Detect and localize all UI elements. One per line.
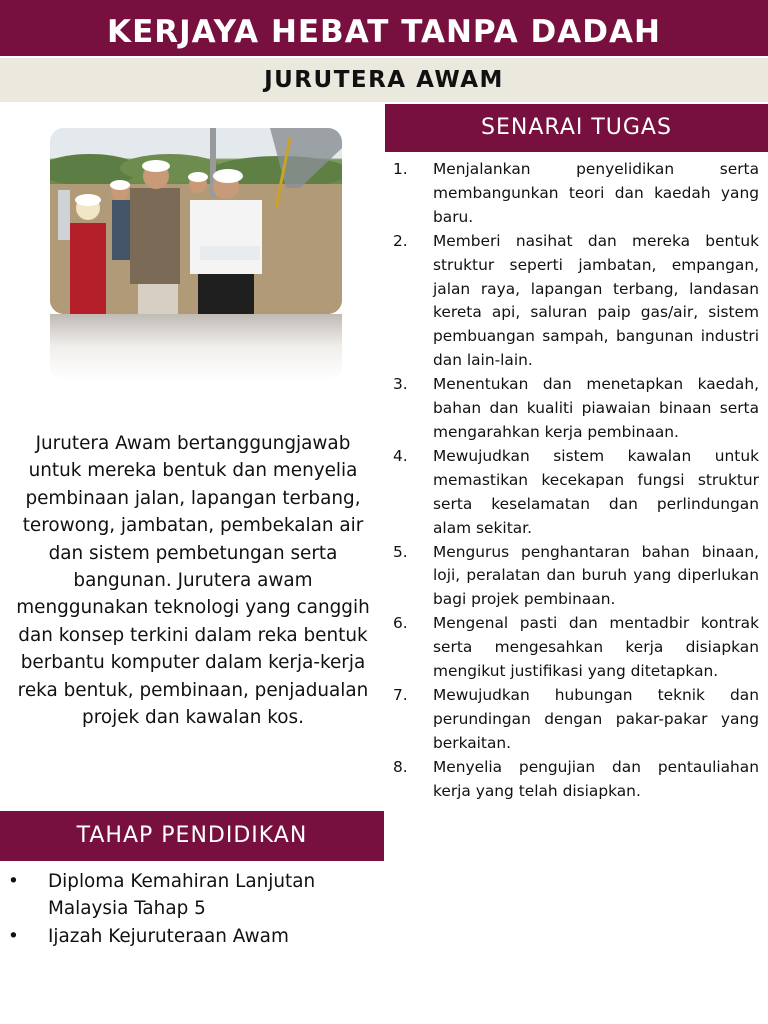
task-text: Menjalankan penyelidikan serta membangunkan teori dan kaedah yang baru.: [433, 160, 759, 226]
task-text: Mengurus penghantaran bahan binaan, loji, peralatan dan buruh yang diperlukan bagi projek pembinaan.: [433, 542, 759, 609]
construction-site-photo: [50, 128, 342, 314]
bullet-icon: •: [8, 871, 19, 892]
education-text: Diploma Kemahiran Lanjutan Malaysia Tahap 5: [48, 871, 316, 920]
bullet-icon: •: [8, 925, 19, 947]
task-number: 8.: [393, 757, 408, 776]
task-number: 2.: [393, 231, 408, 250]
page-subtitle: JURUTERA AWAM: [0, 58, 768, 102]
education-text: Ijazah Kejuruteraan Awam: [48, 925, 289, 947]
task-item: [393, 684, 759, 756]
education-heading: TAHAP PENDIDIKAN: [0, 811, 384, 861]
task-item: [393, 756, 759, 804]
task-text: Menyelia pengujian dan pentauliahan kerja yang telah disiapkan.: [433, 757, 759, 800]
task-text: Mewujudkan sistem kawalan untuk memastikan kecekapan fungsi struktur serta keselamatan dan perlindungan alam sekitar.: [433, 446, 759, 537]
task-list: [393, 158, 759, 803]
task-text: Memberi nasihat dan mereka bentuk struktur seperti jambatan, empangan, jalan raya, lapangan terbang, landasan kereta api, saluran paip gas/air, sistem pembuangan sampah, bangunan industri dan lain-lain.: [433, 231, 759, 370]
education-list: [8, 868, 378, 950]
career-description: Jurutera Awam bertanggungjawab untuk mereka bentuk dan menyelia pembinaan jalan, lapangan terbang, terowong, jambatan, pembekalan air dan sistem pembetungan serta bangunan. Jurutera awam menggunakan teknologi yang canggih dan konsep terkini dalam reka bentuk berbantu komputer dalam kerja-kerja reka bentuk, pembinaan, penjadualan projek dan kawalan kos.: [16, 433, 370, 729]
task-text: Mewujudkan hubungan teknik dan perundingan dengan pakar-pakar yang berkaitan.: [433, 685, 759, 752]
task-number: 3.: [393, 375, 408, 394]
photo-reflection: [50, 314, 342, 380]
task-number: 5.: [393, 542, 408, 561]
education-item: [8, 868, 378, 923]
page-title: KERJAYA HEBAT TANPA DADAH: [0, 0, 768, 56]
task-number: 1.: [393, 160, 408, 178]
task-number: 4.: [393, 446, 408, 465]
task-item: [393, 373, 759, 445]
task-number: 7.: [393, 685, 408, 704]
task-item: [393, 158, 759, 230]
task-text: Menentukan dan menetapkan kaedah, bahan dan kualiti piawaian binaan serta mengarahkan kerja pembinaan.: [433, 375, 759, 441]
task-item: [393, 612, 759, 684]
task-item: [393, 541, 759, 613]
photo-illustration: [50, 128, 342, 314]
tasks-heading: SENARAI TUGAS: [385, 104, 768, 152]
task-text: Mengenal pasti dan mentadbir kontrak serta mengesahkan kerja disiapkan mengikut justifikasi yang ditetapkan.: [433, 614, 759, 681]
task-number: 6.: [393, 614, 408, 633]
task-item: [393, 230, 759, 373]
education-item: [8, 923, 378, 950]
task-item: [393, 445, 759, 541]
